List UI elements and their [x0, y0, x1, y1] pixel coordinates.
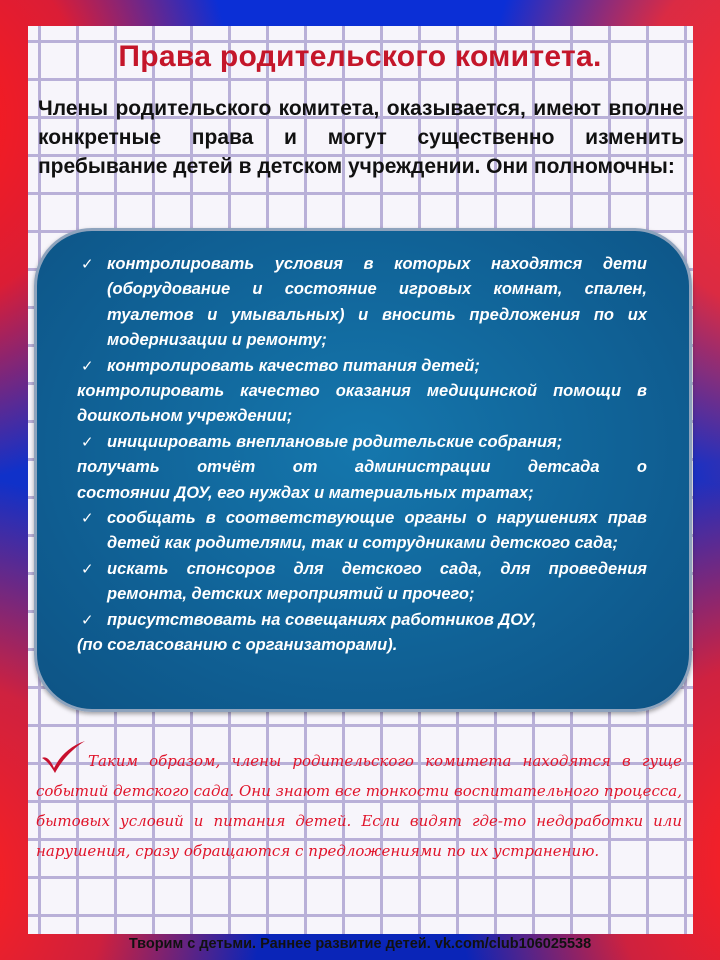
page-title: Права родительского комитета.	[118, 40, 602, 73]
rights-line-report-cont: состоянии ДОУ, его нуждах и материальных тратах;	[77, 483, 534, 502]
rights-list	[77, 252, 647, 659]
rights-panel	[34, 228, 692, 712]
rights-item-violations	[77, 506, 647, 557]
rights-item-conditions	[77, 252, 647, 354]
check-icon: ✓	[81, 256, 94, 273]
rights-item-text: контролировать качество питания детей;	[107, 356, 480, 375]
rights-item-meetings	[77, 430, 647, 455]
check-icon: ✓	[81, 611, 94, 629]
rights-item-attend	[77, 608, 647, 633]
rights-line-report: получать отчёт от администрации детсада о	[77, 458, 647, 477]
rights-item-text: инициировать внеплановые родительские собрания;	[107, 432, 563, 451]
rights-item-text: присутствовать на совещаниях работников ДОУ,	[107, 610, 537, 629]
rights-item-nutrition	[77, 354, 647, 379]
footer-credit: Творим с детьми. Раннее развитие детей. vk.com/club106025538	[128, 936, 592, 952]
rights-item-text: контролировать условия в которых находятся дети (оборудование и состояние игровых комнат, спален, туалетов и умывальных) и вносить предложения по их модернизации и ремонту;	[107, 255, 647, 350]
check-icon: ✓	[81, 510, 94, 528]
rights-item-text: сообщать в соответствующие органы о нарушениях прав детей как родителями, так и сотрудниками детского сада;	[107, 509, 647, 553]
rights-line-medical: контролировать качество оказания медицинской помощи в дошкольном учреждении;	[77, 382, 647, 426]
check-icon: ✓	[81, 357, 94, 375]
check-icon: ✓	[81, 560, 94, 578]
conclusion-paragraph: Таким образом, члены родительского комитета находятся в гуще событий детского сада. Они знают все тонкости воспитательного процесса, бытовых условий и питания детей. Если видят где-то недоработки или нарушения, сразу обращаются с предложениями по их устранению.	[36, 752, 682, 860]
rights-item-text: искать спонсоров для детского сада, для проведения ремонта, детских мероприятий и прочего;	[107, 559, 647, 604]
intro-paragraph: Члены родительского комитета, оказывается, имеют вполне конкретные права и могут существенно изменить пребывание детей в детском учреждении. Они полномочны:	[38, 97, 684, 178]
rights-item-sponsors	[77, 557, 647, 608]
rights-line-agreement: (по согласованию с организаторами).	[77, 636, 398, 655]
check-icon: ✓	[81, 433, 94, 451]
